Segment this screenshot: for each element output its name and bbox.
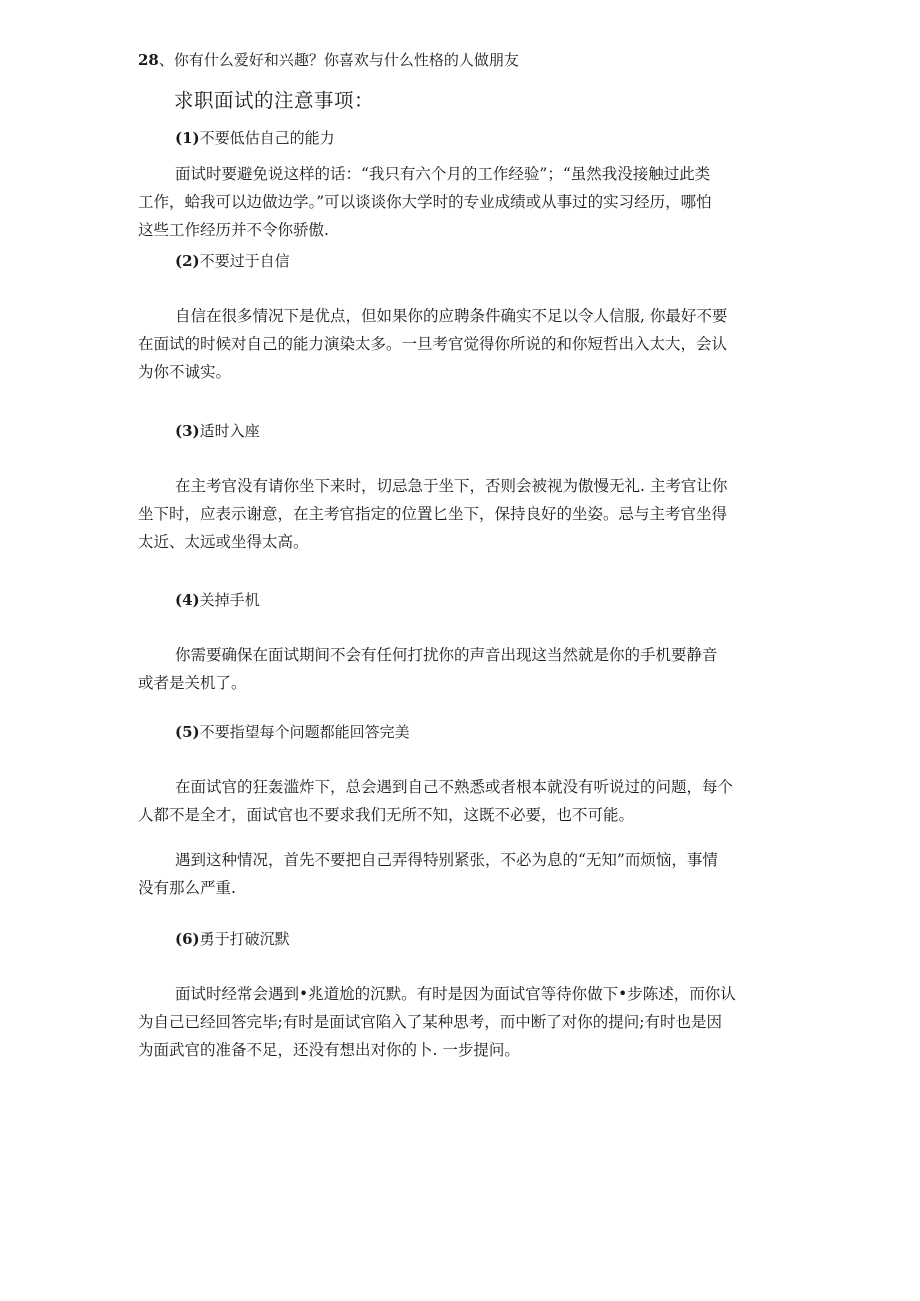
section-number: (2) xyxy=(175,252,200,270)
text-line: 坐下时，应表示谢意，在主考官指定的位置匕坐下，保持良好的坐姿。忌与主考官坐得 xyxy=(138,505,728,523)
text-line: 你需要确保在面试期间不会有任何打扰你的声音出现这当然就是你的手机要静音 xyxy=(175,646,718,664)
text-line: 在面试官的狂轰滥炸下，总会遇到自己不熟悉或者根本就没有听说过的问题，每个 xyxy=(175,778,734,796)
page-title: 求职面试的注意事项： xyxy=(174,89,375,112)
section-5-paragraph-2 xyxy=(138,846,788,902)
section-number: (5) xyxy=(175,723,200,741)
text-line: 人都不是全才，面试官也不要求我们无所不知，这既不必要，也不可能。 xyxy=(138,806,635,824)
section-number: (6) xyxy=(175,930,200,948)
text-line: 没有那么严重. xyxy=(138,879,236,897)
section-title: 不要过于自信 xyxy=(199,252,290,270)
section-title: 适时入座 xyxy=(199,422,260,440)
text-line: 为你不诚实。 xyxy=(138,363,232,381)
text-line: 面试时经常会遇到•兆道尬的沉默。有时是因为面试官等待你做下•步陈述，而你认 xyxy=(175,985,736,1003)
section-number: (4) xyxy=(175,591,200,609)
section-number: (3) xyxy=(175,422,200,440)
section-title: 不要指望每个问题都能回答完美 xyxy=(199,723,410,741)
text-line: 或者是关机了。 xyxy=(138,674,247,692)
text-line: 太近、太远或坐得太高。 xyxy=(138,533,309,551)
question-28 xyxy=(138,50,519,70)
text-line: 这些工作经历并不令你骄傲. xyxy=(138,221,329,239)
section-heading-3 xyxy=(175,421,260,441)
section-title: 不要低估自己的能力 xyxy=(199,129,335,147)
section-title: 关掉手机 xyxy=(199,591,260,609)
section-heading-1 xyxy=(175,128,335,148)
text-line: 在主考官没有请你坐下来时，切忌急于坐下，否则会被视为傲慢无礼. 主考官让你 xyxy=(175,477,728,495)
section-number: (1) xyxy=(175,129,200,147)
section-heading-2 xyxy=(175,251,290,271)
text-line: 工作，蛤我可以边做边学。”可以谈谈你大学时的专业成绩或从事过的实习经历，哪怕 xyxy=(138,193,712,211)
section-1-paragraph xyxy=(138,160,788,244)
question-text: 、你有什么爱好和兴趣？你喜欢与什么性格的人做朋友 xyxy=(158,51,519,69)
section-heading-6 xyxy=(175,929,290,949)
section-6-paragraph xyxy=(138,980,788,1064)
text-line: 为面武官的准备不足，还没有想出对你的卜. 一步提问。 xyxy=(138,1041,520,1059)
question-number: 28 xyxy=(138,51,159,69)
section-5-paragraph-1 xyxy=(138,773,788,829)
text-line: 遇到这种情况，首先不要把自己弄得特别紧张，不必为息的“无知”而烦恼，事情 xyxy=(175,851,718,869)
section-heading-4 xyxy=(175,590,260,610)
text-line: 在面试的时候对自己的能力演染太多。一旦考官觉得你所说的和你短哲出入太大，会认 xyxy=(138,335,728,353)
section-2-paragraph xyxy=(138,302,788,386)
section-title: 勇于打破沉默 xyxy=(199,930,290,948)
section-4-paragraph xyxy=(138,641,788,697)
section-heading-5 xyxy=(175,722,410,742)
text-line: 自信在很多情况下是优点，但如果你的应聘条件确实不足以令人信服, 你最好不要 xyxy=(175,307,728,325)
text-line: 面试时要避免说这样的话：“我只有六个月的工作经验”；“虽然我没接触过此类 xyxy=(175,165,711,183)
text-line: 为自己已经回答完毕;有时是面试官陷入了某种思考，而中断了对你的提问;有时也是因 xyxy=(138,1013,722,1031)
section-3-paragraph xyxy=(138,472,788,556)
